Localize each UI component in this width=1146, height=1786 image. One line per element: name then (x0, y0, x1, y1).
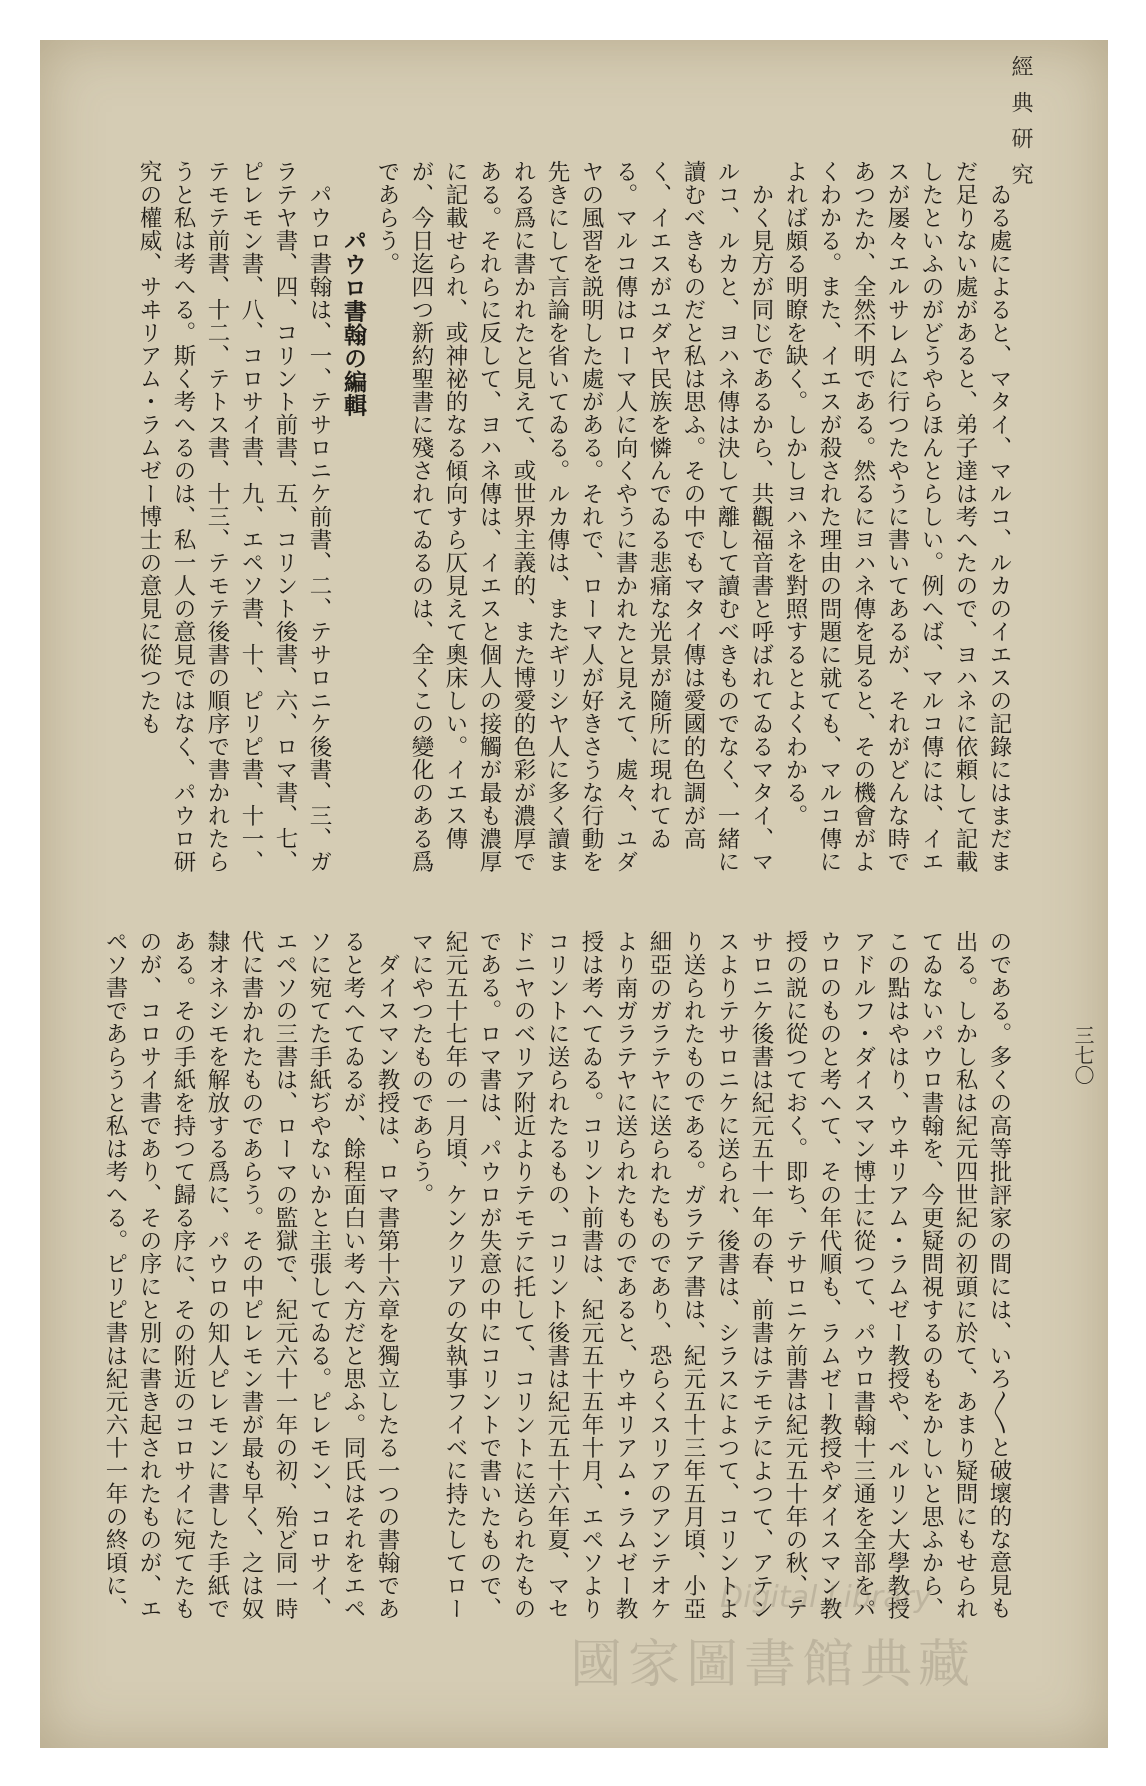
paragraph: のである。多くの高等批評家の間には、いろ〳〵と破壞的な意見も出る。しかし私は紀元四世紀の初頭に於て、あまり疑問にもせられてゐないパウロ書翰を、今更疑問視するのもをかしいと思ふから、この點はやはり、ウヰリアム・ラムゼー教授や、ベルリン大學教授アドルフ・ダイスマン博士に從つて、パウロ書翰十三通を全部をパウロのものと考へて、その年代順も、ラムゼー教授やダイスマン教授の説に從つておく。即ち、テサロニケ前書は紀元五十年の秋、テサロニケ後書は紀元五十一年の春、前書はテモテによつて、アテンスよりテサロニケに送られ、後書は、シラスによつて、コリントより送られたものである。ガラテア書は、紀元五十三年五月頃、小亞細亞のガラテヤに送られたものであり、恐らくスリアのアンテオケより南ガラテヤに送られたものであると、ウヰリアム・ラムゼー教授は考へてゐる。コリント前書は、紀元五十五年十月、エペソよりコリントに送られたるもの、コリント後書は紀元五十六年夏、マセドニヤのベリア附近よりテモテに托して、コリントに送られたものである。ロマ書は、パウロが失意の中にコリントで書いたもので、紀元五十七年の一月頃、ケンクリアの女執事フイベに持たしてローマにやつたものであらう。 (408, 930, 1012, 1620)
watermark-chinese: 國家圖書館典藏 (570, 1635, 977, 1695)
paragraph: ゐる處によると、マタイ、マルコ、ルカのイエスの記錄にはまだまだ足りない處があると、弟子達は考へたので、ヨハネに依頼して記載したといふのがどうやらほんとらしい。例へば、マルコ傳には、イエスが屡々エルサレムに行つたやうに書いてあるが、それがどんな時であつたか、全然不明である。然るにヨハネ傳を見ると、その機會がよくわかる。また、イエスが殺された理由の問題に就ても、マルコ傳によれば頗る明瞭を缺く。しかしヨハネを對照するとよくわかる。 (782, 160, 1012, 873)
paragraph: ダイスマン教授は、ロマ書第十六章を獨立したる一つの書翰であると考へてゐるが、餘程面白い考へ方だと思ふ。同氏はそれをエペソに宛てた手紙ぢやないかと主張してゐる。ピレモン、コロサイ、エペソの三書は、ローマの監獄で、紀元六十一年の初、殆ど同一時代に書かれたものであらう。その中ピレモン書が最も早く、之は奴隸オネシモを解放する爲に、パウロの知人ピレモンに書した手紙である。その手紙を持つて歸る序に、その附近のコロサイに宛てたものが、コロサイ書であり、その序にと別に書き起されたものが、エペソ書であらうと私は考へる。ピリピ書は紀元六十一年の終頃に、 (102, 930, 400, 1620)
upper-text-block (136, 160, 1016, 880)
running-header: 經典研究 (1008, 55, 1033, 199)
lower-text-block (102, 930, 1016, 1620)
watermark-english: Digital Library (720, 1580, 932, 1615)
page-number: 三七〇 (1071, 1025, 1095, 1085)
paragraph: かく見方が同じであるから、共觀福音書と呼ばれてゐるマタイ、マルコ、ルカと、ヨハネ傳は決して離して讀むべきものでなく、一緒に讀むべきものだと私は思ふ。その中でもマタイ傳は愛國的色調が高く、イエスがユダヤ民族を憐んでゐる悲痛な光景が隨所に現れてゐる。マルコ傳はローマ人に向くやうに書かれたと見えて、處々、ユダヤの風習を説明した處がある。それで、ローマ人が好きさうな行動を先きにして言論を省いてゐる。ルカ傳は、またギリシヤ人に多く讀まれる爲に書かれたと見えて、或世界主義的、また博愛的色彩が濃厚である。それらに反して、ヨハネ傳は、イエスと個人の接觸が最も濃厚に記載せられ、或神祕的なる傾向すら仄見えて奧床しい。イエス傳が、今日迄四つ新約聖書に殘されてゐるのは、全くこの變化のある爲であらう。 (374, 160, 774, 873)
section-heading: パウロ書翰の編輯 (340, 229, 367, 417)
paragraph: パウロ書翰は、一、テサロニケ前書、二、テサロニケ後書、三、ガラテヤ書、四、コリント前書、五、コリント後書、六、ロマ書、七、ピレモン書、八、コロサイ書、九、エペソ書、十、ピリピ書、十一、テモテ前書、十二、テトス書、十三、テモテ後書の順序で書かれたらうと私は考へる。斯く考へるのは、私一人の意見ではなく、パウロ研究の權威、サヰリアム・ラムゼー博士の意見に從つたも (136, 160, 332, 873)
